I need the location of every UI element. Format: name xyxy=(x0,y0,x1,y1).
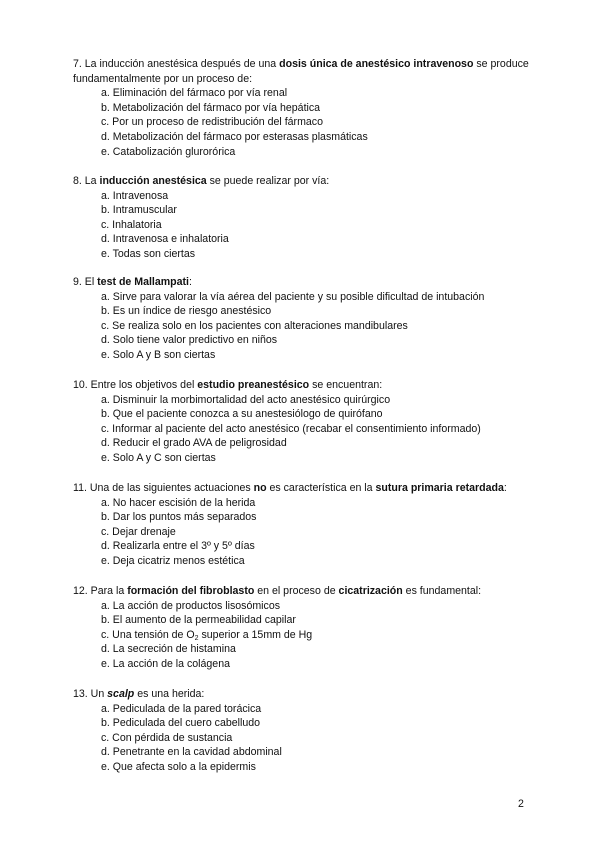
question-11 xyxy=(73,481,533,569)
answer-option: a. Intravenosa xyxy=(101,189,169,202)
answer-option: a. Disminuir la morbimortalidad del acto anestésico quirúrgico xyxy=(101,393,391,406)
answer-option: e. Que afecta solo a la epidermis xyxy=(101,760,256,773)
question-13 xyxy=(73,687,533,775)
question-stem: 10. Entre los objetivos del estudio preanestésico se encuentran: xyxy=(73,379,383,391)
question-stem: 7. La inducción anestésica después de una dosis única de anestésico intravenoso se produce fundamentalmente por un proceso de: xyxy=(73,58,529,85)
answer-option: e. Deja cicatriz menos estética xyxy=(101,554,245,567)
option-list xyxy=(73,86,533,159)
answer-option: b. Intramuscular xyxy=(101,204,177,217)
option-list xyxy=(73,702,533,775)
answer-option: e. Solo A y B son ciertas xyxy=(101,348,216,361)
answer-option: a. Sirve para valorar la vía aérea del paciente y su posible dificultad de intubación xyxy=(101,290,485,303)
answer-option: a. La acción de productos lisosómicos xyxy=(101,599,281,612)
question-stem: 9. El test de Mallampati: xyxy=(73,276,192,288)
option-list xyxy=(73,189,533,262)
question-stem: 11. Una de las siguientes actuaciones no es característica en la sutura primaria retardada: xyxy=(73,482,507,494)
answer-option: e. La acción de la colágena xyxy=(101,657,230,670)
option-list xyxy=(73,496,533,569)
answer-option: d. La secreción de histamina xyxy=(101,643,236,656)
question-12 xyxy=(73,584,533,672)
answer-option: d. Penetrante en la cavidad abdominal xyxy=(101,746,282,759)
option-list xyxy=(73,599,533,672)
answer-option: c. Informar al paciente del acto anestésico (recabar el consentimiento informado) xyxy=(101,422,481,435)
answer-option: e. Todas son ciertas xyxy=(101,247,196,260)
answer-option: e. Solo A y C son ciertas xyxy=(101,451,216,464)
question-stem: 13. Un scalp es una herida: xyxy=(73,688,205,700)
answer-option: d. Intravenosa e inhalatoria xyxy=(101,233,229,246)
answer-option: c. Una tensión de $O_2$ superior a 15mm de Hg xyxy=(101,628,313,642)
answer-option: b. Es un índice de riesgo anestésico xyxy=(101,305,272,318)
answer-option: d. Realizarla entre el 3º y 5º días xyxy=(101,540,255,553)
answer-option: c. Se realiza solo en los pacientes con alteraciones mandibulares xyxy=(101,319,408,332)
answer-option: b. Metabolización del fármaco por vía hepática xyxy=(101,101,321,114)
answer-option: b. Pediculada del cuero cabelludo xyxy=(101,717,261,730)
answer-option: c. Dejar drenaje xyxy=(101,525,176,538)
answer-option: c. Con pérdida de sustancia xyxy=(101,731,233,744)
answer-option: b. Dar los puntos más separados xyxy=(101,511,257,524)
question-stem: 12. Para la formación del fibroblasto en el proceso de cicatrización es fundamental: xyxy=(73,585,482,597)
answer-option: a. Pediculada de la pared torácica xyxy=(101,702,262,715)
answer-option: d. Solo tiene valor predictivo en niños xyxy=(101,334,278,347)
answer-option: d. Metabolización del fármaco por esterasas plasmáticas xyxy=(101,130,368,143)
answer-option: c. Inhalatoria xyxy=(101,218,162,231)
question-7 xyxy=(73,57,533,159)
answer-option: d. Reducir el grado AVA de peligrosidad xyxy=(101,437,287,450)
answer-option: e. Catabolización glurorórica xyxy=(101,145,236,158)
option-list xyxy=(73,290,533,363)
answer-option: a. Eliminación del fármaco por vía renal xyxy=(101,87,288,100)
answer-option: a. No hacer escisión de la herida xyxy=(101,496,256,509)
page-number: 2 xyxy=(518,798,524,810)
option-list xyxy=(73,393,533,466)
question-stem: 8. La inducción anestésica se puede realizar por vía: xyxy=(73,175,330,187)
answer-option: b. Que el paciente conozca a su anestesiólogo de quirófano xyxy=(101,408,383,421)
question-8 xyxy=(73,174,533,262)
question-9 xyxy=(73,275,533,363)
answer-option: b. El aumento de la permeabilidad capilar xyxy=(101,614,296,627)
question-10 xyxy=(73,378,533,466)
answer-option: c. Por un proceso de redistribución del fármaco xyxy=(101,116,323,129)
